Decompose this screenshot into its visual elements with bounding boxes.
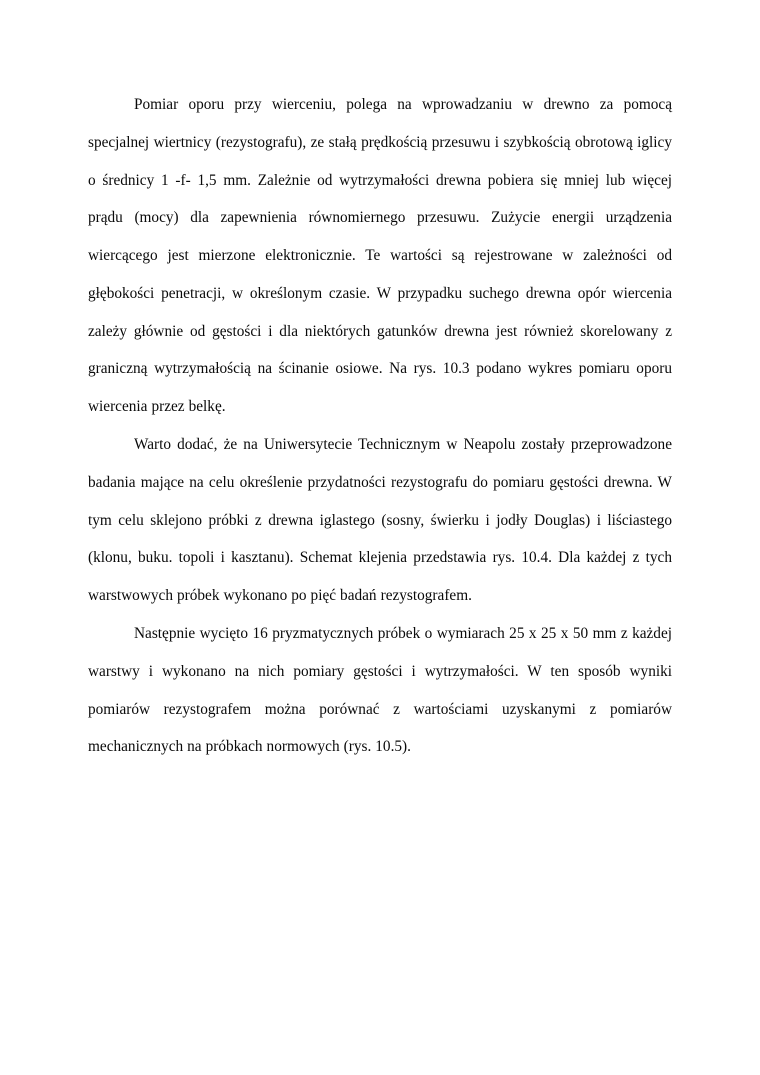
- paragraph-3: Następnie wycięto 16 pryzmatycznych próbek o wymiarach 25 x 25 x 50 mm z każdej warstwy i wykonano na nich pomiary gęstości i wytrzymałości. W ten sposób wyniki pomiarów rezystografem można porównać z wartościami uzyskanymi z pomiarów mechanicznych na próbkach normowych (rys. 10.5).: [88, 624, 672, 756]
- paragraph-1: Pomiar oporu przy wierceniu, polega na wprowadzaniu w drewno za pomocą specjalnej wiertnicy (rezystografu), ze stałą prędkością przesuwu i szybkością obrotową iglicy o średnicy 1 -f- 1,5 mm. Zależnie od wytrzymałości drewna pobiera się mniej lub więcej prądu (mocy) dla zapewnienia równomiernego przesuwu. Zużycie energii urządzenia wiercącego jest mierzone elektronicznie. Te wartości są rejestrowane w zależności od głębokości penetracji, w określonym czasie. W przypadku suchego drewna opór wiercenia zależy głównie od gęstości i dla niektórych gatunków drewna jest również skorelowany z graniczną wytrzymałością na ścinanie osiowe. Na rys. 10.3 podano wykres pomiaru oporu wiercenia przez belkę.: [88, 96, 672, 416]
- paragraph-2: Warto dodać, że na Uniwersytecie Technicznym w Neapolu zostały przeprowadzone badania mające na celu określenie przydatności rezystografu do pomiaru gęstości drewna. W tym celu sklejono próbki z drewna iglastego (sosny, świerku i jodły Douglas) i liściastego (klonu, buku. topoli i kasztanu). Schemat klejenia przedstawia rys. 10.4. Dla każdej z tych warstwowych próbek wykonano po pięć badań rezystografem.: [88, 436, 672, 605]
- document-body: [88, 86, 672, 766]
